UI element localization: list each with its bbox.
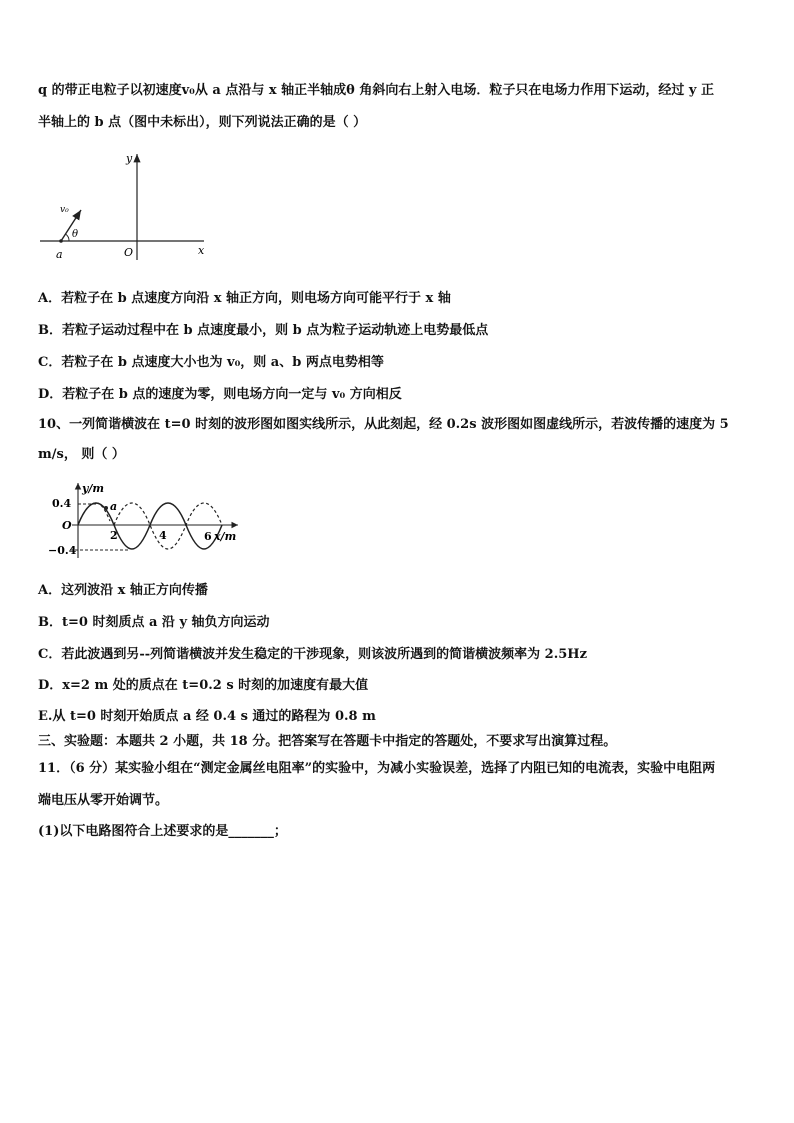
- y-tick-0.4: 0.4: [52, 497, 72, 510]
- x-tick-6: 6: [204, 530, 212, 543]
- q9-option-b: B．若粒子运动过程中在 b 点速度最小，则 b 点为粒子运动轨迹上电势最低点: [38, 323, 489, 338]
- q10-option-e: E.从 t=0 时刻开始质点 a 经 0.4 s 通过的路程为 0.8 m: [38, 709, 376, 724]
- point-a-dot: [104, 506, 108, 510]
- section-3-heading: 三、实验题：本题共 2 小题，共 18 分。把答案写在答题卡中指定的答题处，不要求写出演算过程。: [38, 734, 617, 749]
- angle-label: θ: [72, 229, 79, 240]
- q11-line-1: 11．（6 分）某实验小组在“测定金属丝电阻率”的实验中，为减小实验误差，选择了内阻已知的电流表，实验中电阻两: [38, 761, 716, 776]
- origin-label: O: [124, 246, 134, 259]
- wave-y-axis-label: y/m: [82, 482, 105, 495]
- q10-line-1: 10、一列简谐横波在 t=0 时刻的波形图如图实线所示，从此刻起，经 0.2s 波形图如图虚线所示，若波传播的速度为 5: [38, 417, 729, 432]
- y-axis-label: y: [126, 152, 133, 165]
- q9-figure: [36, 148, 216, 264]
- q9-option-d: D．若粒子在 b 点的速度为零，则电场方向一定与 v₀ 方向相反: [38, 387, 402, 402]
- wave-origin-label: O: [62, 519, 72, 532]
- q9-line-2: 半轴上的 b 点（图中未标出），则下列说法正确的是（ ）: [38, 115, 367, 130]
- q10-option-a: A．这列波沿 x 轴正方向传播: [38, 583, 208, 598]
- q10-wave-figure: [48, 478, 248, 562]
- point-a-dot: [59, 239, 63, 243]
- q10-option-b: B．t=0 时刻质点 a 沿 y 轴负方向运动: [38, 615, 270, 630]
- point-a-label: a: [110, 500, 118, 513]
- y-tick-neg-0.4: −0.4: [48, 544, 77, 557]
- angle-arc: [66, 234, 70, 241]
- q9-option-a: A．若粒子在 b 点速度方向沿 x 轴正方向，则电场方向可能平行于 x 轴: [38, 291, 451, 306]
- q10-option-c: C．若此波遇到另--列简谐横波并发生稳定的干涉现象，则该波所遇到的简谐横波频率为 2.5Hz: [38, 647, 587, 662]
- solid-wave: [78, 503, 222, 549]
- q10-option-d: D．x=2 m 处的质点在 t=0.2 s 时刻的加速度有最大值: [38, 678, 369, 693]
- wave-x-axis-label: x/m: [214, 530, 237, 543]
- x-tick-4: 4: [159, 529, 167, 542]
- velocity-label: v₀: [60, 205, 69, 215]
- q11-sub-1: (1)以下电路图符合上述要求的是_______；: [38, 824, 287, 839]
- q11-line-2: 端电压从零开始调节。: [38, 793, 169, 808]
- q9-line-1: q 的带正电粒子以初速度v₀从 a 点沿与 x 轴正半轴成θ 角斜向右上射入电场．粒子只在电场力作用下运动，经过 y 正: [38, 83, 714, 98]
- x-axis-label: x: [198, 244, 205, 257]
- x-tick-2: 2: [110, 529, 118, 542]
- point-a-label: a: [56, 248, 63, 261]
- q9-option-c: C．若粒子在 b 点速度大小也为 v₀，则 a、b 两点电势相等: [38, 355, 384, 370]
- q10-line-2: m/s， 则（ ）: [38, 447, 125, 462]
